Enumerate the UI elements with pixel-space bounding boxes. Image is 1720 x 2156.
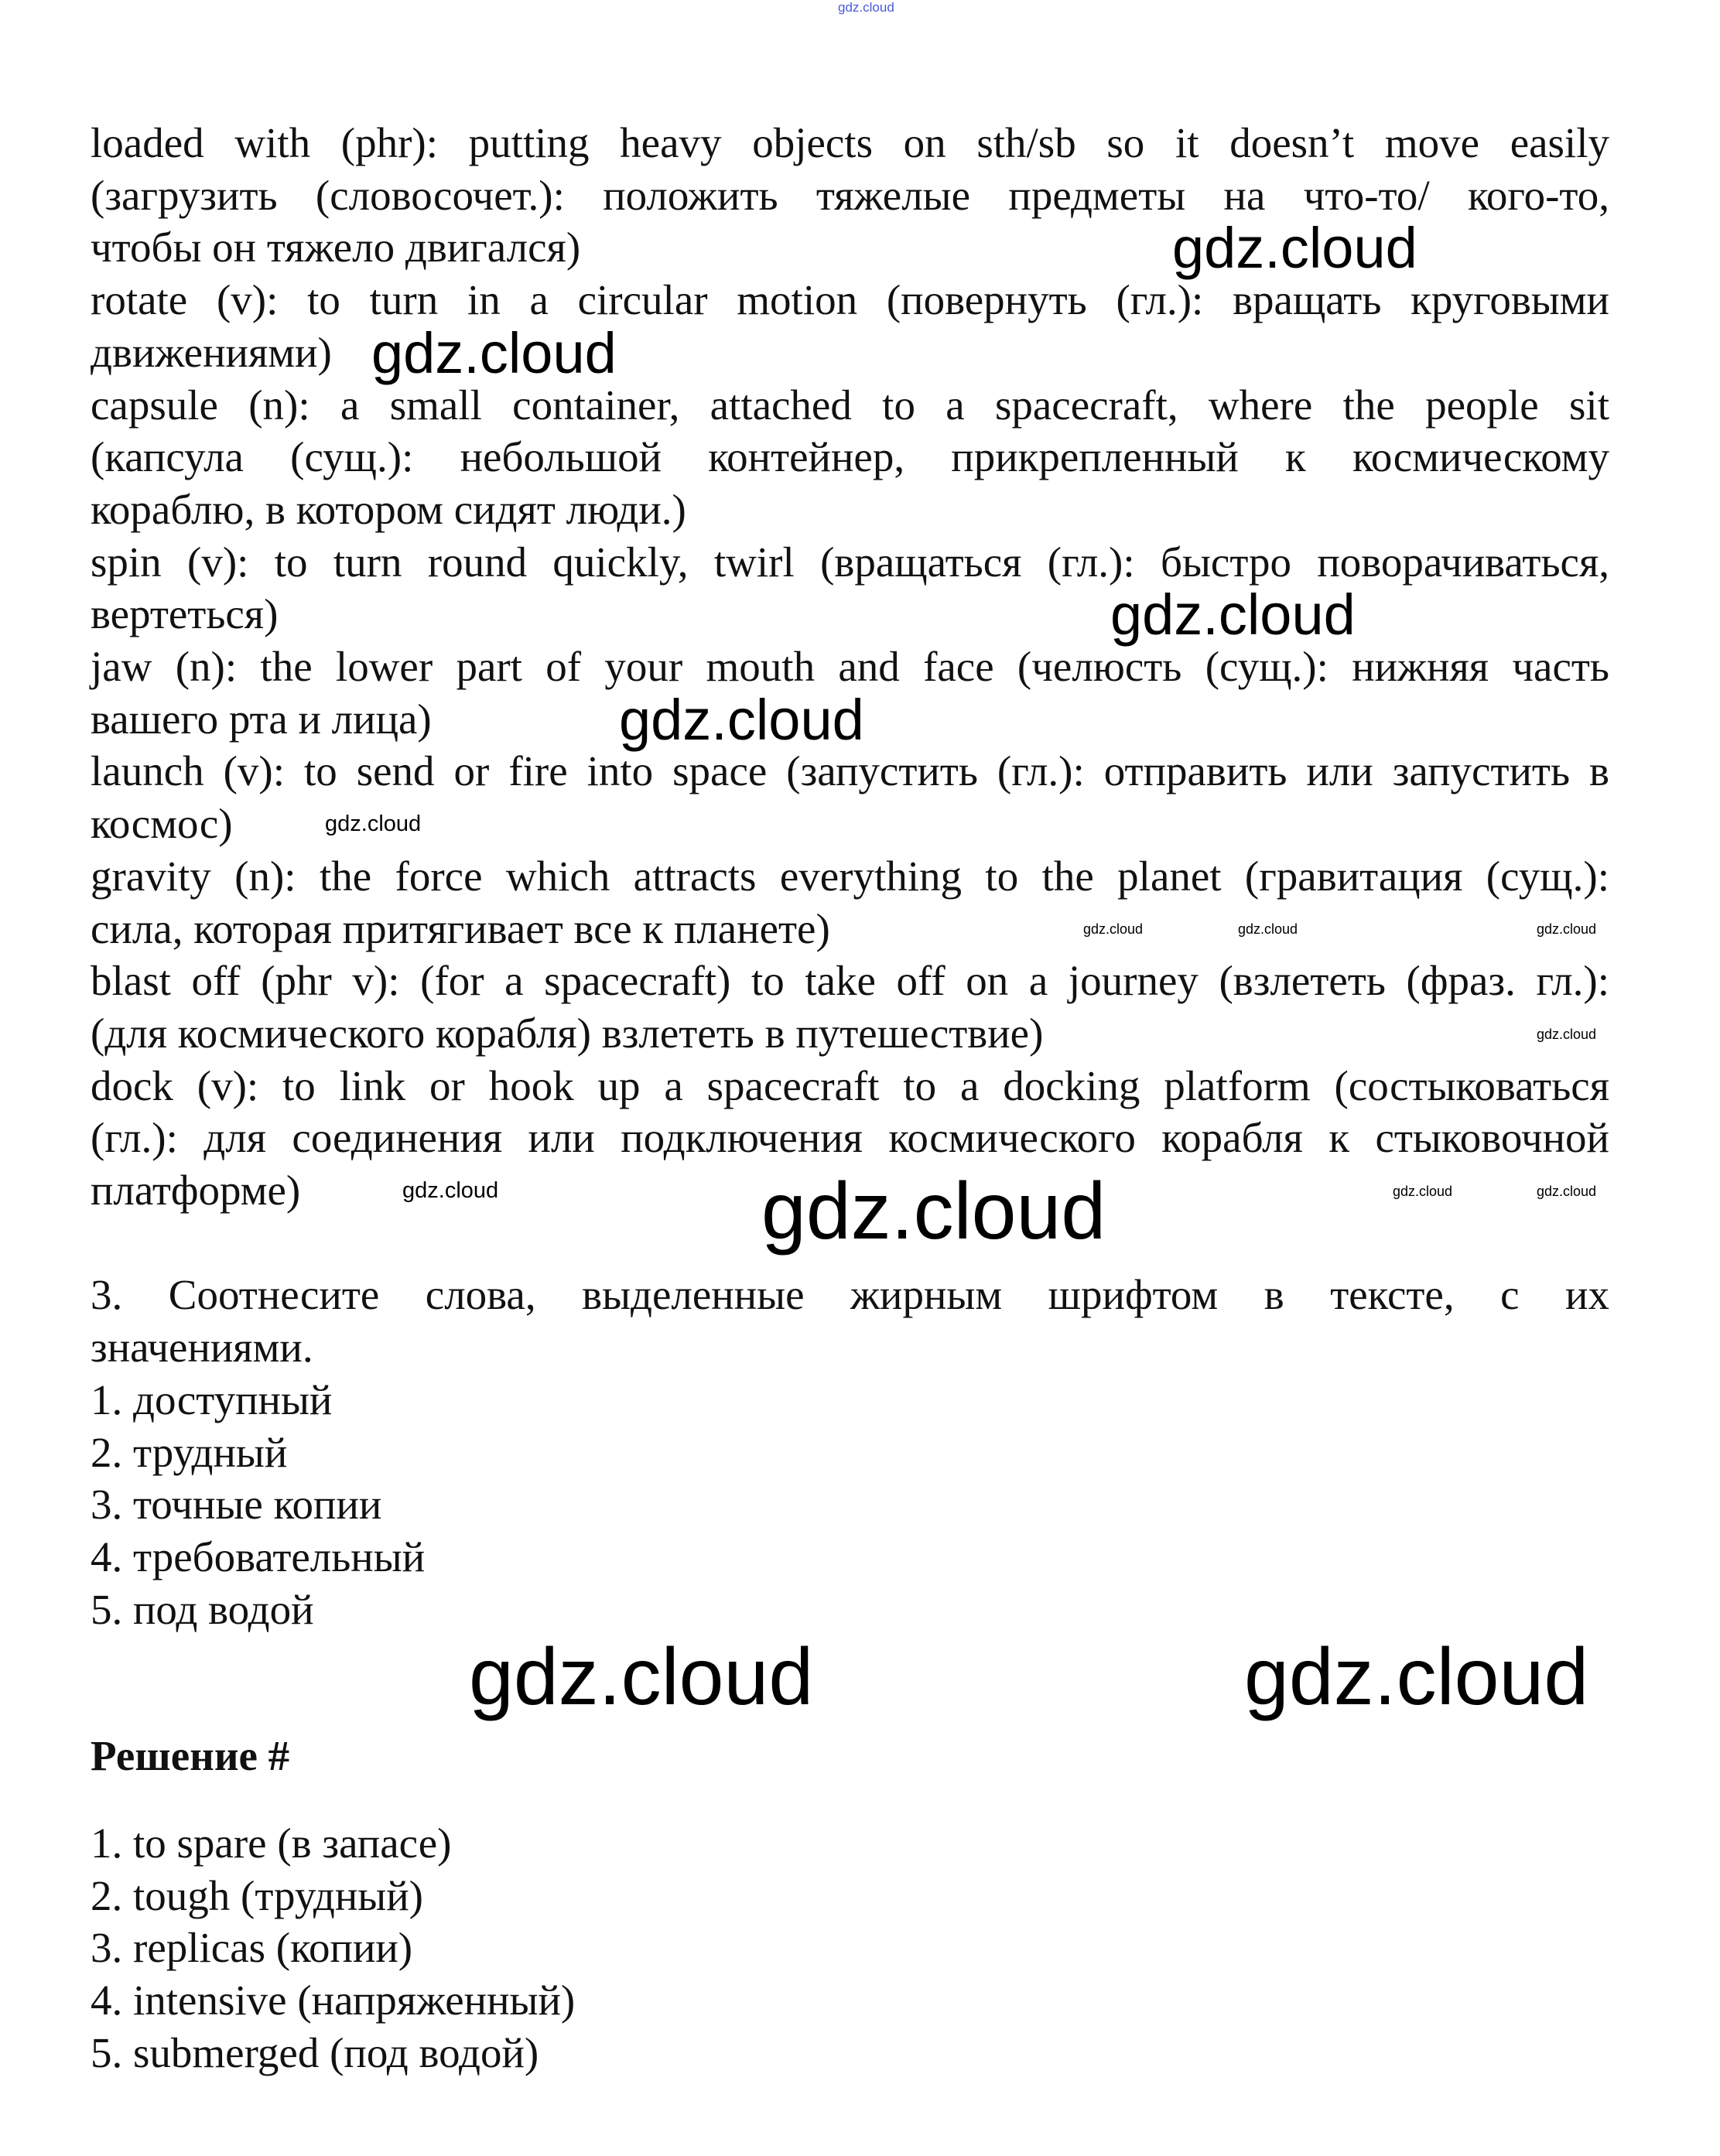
task-item: 5. под водой [91, 1585, 314, 1633]
watermark: gdz.cloud [1238, 921, 1298, 937]
glossary-line: jaw (n): the lower part of your mouth and face (челюсть (сущ.): нижняя часть [91, 643, 1609, 690]
glossary-line: вашего рта и лица) [91, 695, 432, 743]
task-instruction: 3. Соотнесите слова, выделенные жирным шрифтом в тексте, с их [91, 1271, 1609, 1319]
watermark: gdz.cloud [838, 0, 894, 15]
glossary-line: rotate (v): to turn in a circular motion (повернуть (гл.): вращать круговыми [91, 276, 1609, 324]
task-item: 2. трудный [91, 1428, 288, 1476]
glossary-line: launch (v): to send or fire into space (запустить (гл.): отправить или запустить в [91, 747, 1609, 795]
watermark: gdz.cloud [1110, 583, 1356, 647]
glossary-line: чтобы он тяжело двигался) [91, 224, 581, 272]
glossary-line: spin (v): to turn round quickly, twirl (вращаться (гл.): быстро поворачиваться, [91, 538, 1609, 586]
glossary-line: вертеться) [91, 590, 279, 638]
task-item: 4. требовательный [91, 1532, 426, 1580]
glossary-line: космос) [91, 800, 233, 848]
task-item: 1. доступный [91, 1375, 333, 1423]
watermark: gdz.cloud [325, 811, 422, 836]
glossary-line: capsule (n): a small container, attached to a spacecraft, where the people sit [91, 381, 1609, 429]
glossary-line: loaded with (phr): putting heavy objects on sth/sb so it doesn’t move easily [91, 119, 1609, 166]
glossary-line: кораблю, в котором сидят люди.) [91, 485, 686, 533]
glossary-line: (гл.): для соединения или подключения космического корабля к стыковочной [91, 1114, 1609, 1162]
watermark: gdz.cloud [1393, 1184, 1453, 1199]
solution-answer: 4. intensive (напряженный) [91, 1977, 576, 2024]
watermark: gdz.cloud [1244, 1632, 1589, 1722]
watermark: gdz.cloud [1537, 1027, 1597, 1042]
solution-answer: 1. to spare (в запасе) [91, 1819, 452, 1867]
glossary-line: (капсула (сущ.): небольшой контейнер, прикрепленный к космическому [91, 433, 1609, 481]
task-item: 3. точные копии [91, 1481, 382, 1529]
glossary-line: сила, которая притягивает все к планете) [91, 904, 830, 952]
glossary-line: dock (v): to link or hook up a spacecraft to a docking platform (состыковаться [91, 1061, 1609, 1109]
watermark: gdz.cloud [402, 1178, 499, 1203]
watermark: gdz.cloud [371, 321, 617, 385]
watermark: gdz.cloud [1537, 1184, 1597, 1199]
glossary-line: платформе) [91, 1167, 301, 1214]
solution-answer: 3. replicas (копии) [91, 1924, 413, 1972]
watermark: gdz.cloud [1172, 216, 1417, 280]
watermark: gdz.cloud [469, 1632, 814, 1722]
solution-answer: 2. tough (трудный) [91, 1871, 423, 1919]
watermark: gdz.cloud [1083, 921, 1144, 937]
watermark: gdz.cloud [619, 688, 864, 752]
glossary-line: blast off (phr v): (for a spacecraft) to take off on a journey (взлететь (фраз. гл.): [91, 957, 1609, 1005]
watermark: gdz.cloud [1537, 921, 1597, 937]
glossary-line: (загрузить (словосочет.): положить тяжелые предметы на что-то/ кого-то, [91, 171, 1609, 219]
glossary-line: (для космического корабля) взлететь в путешествие) [91, 1009, 1044, 1057]
glossary-line: движениями) [91, 328, 332, 376]
task-instruction: значениями. [91, 1324, 313, 1372]
watermark: gdz.cloud [761, 1167, 1106, 1256]
solution-answer: 5. submerged (под водой) [91, 2028, 539, 2076]
solution-heading: Решение # [91, 1732, 290, 1779]
glossary-line: gravity (n): the force which attracts everything to the planet (гравитация (сущ.): [91, 852, 1609, 900]
